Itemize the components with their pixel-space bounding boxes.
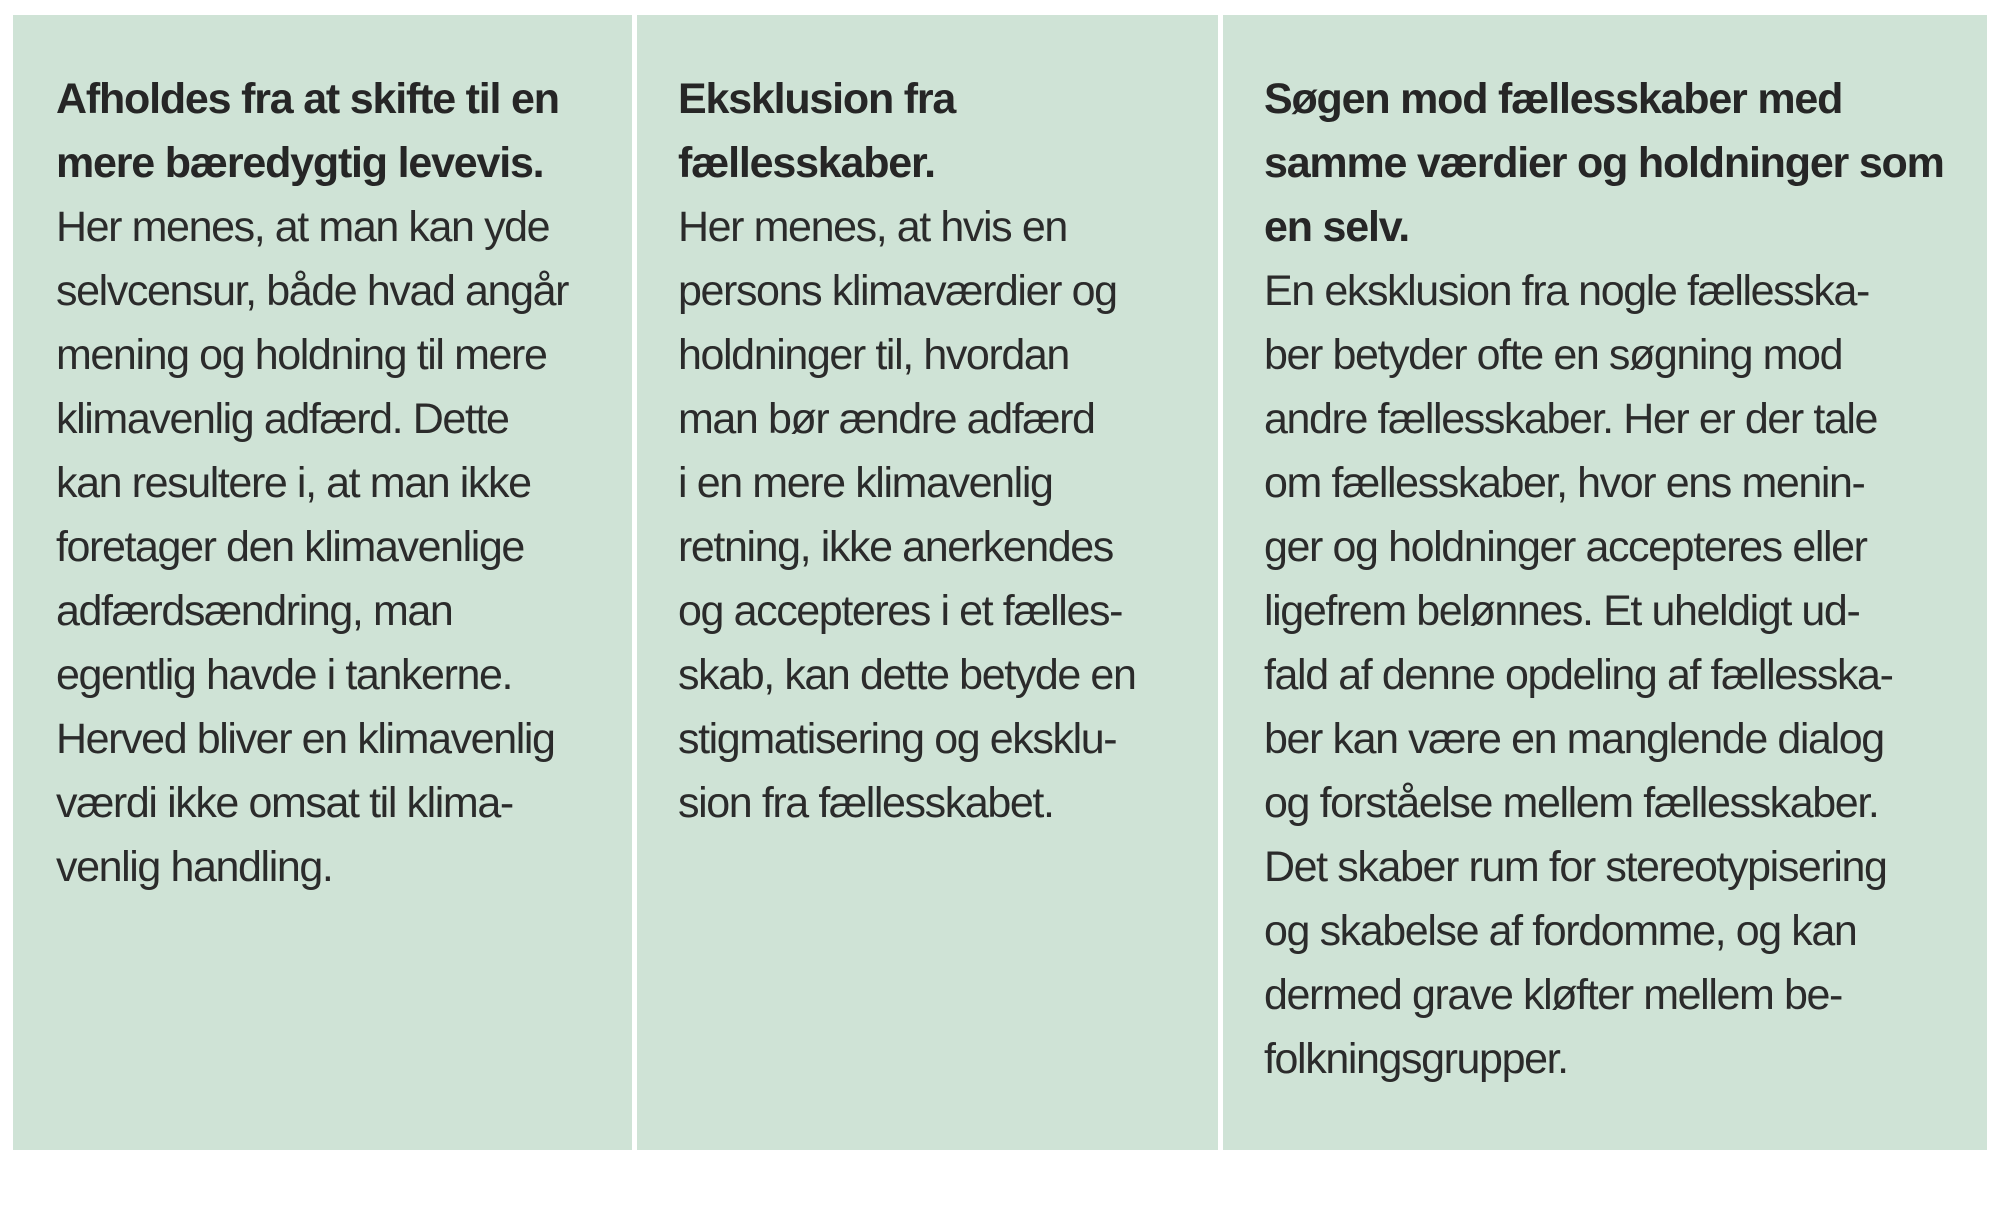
body-line: holdninger til, hvordan [678, 331, 1069, 379]
title-line: mere bæredygtig levevis. [56, 139, 544, 187]
body-line: En eksklusion fra nogle fællesska- [1264, 267, 1869, 315]
column-title [678, 67, 1198, 195]
body-line: i en mere klimavenlig [678, 459, 1053, 507]
column-title [56, 67, 612, 195]
column-seeking-communities [1223, 15, 1987, 1150]
body-line: klimavenlig adfærd. Dette [56, 395, 509, 443]
body-line: venlig handling. [56, 843, 333, 891]
body-line: andre fællesskaber. Her er der tale [1264, 395, 1878, 443]
body-line: og accepteres i et fælles- [678, 587, 1122, 635]
body-line: ligefrem belønnes. Et uheldigt ud- [1264, 587, 1860, 635]
body-line: og skabelse af fordomme, og kan [1264, 907, 1857, 955]
body-line: om fællesskaber, hvor ens menin- [1264, 459, 1865, 507]
body-line: folkningsgrupper. [1264, 1035, 1568, 1083]
column-body [1264, 259, 1967, 1091]
column-title [1264, 67, 1967, 259]
body-line: sion fra fællesskabet. [678, 779, 1054, 827]
body-line: adfærdsændring, man [56, 587, 453, 635]
body-line: egentlig havde i tankerne. [56, 651, 513, 699]
body-line: Her menes, at man kan yde [56, 203, 550, 251]
column-body [678, 195, 1198, 835]
column-body [56, 195, 612, 899]
body-line: skab, kan dette betyde en [678, 651, 1136, 699]
body-line: værdi ikke omsat til klima- [56, 779, 513, 827]
body-line: foretager den klimavenlige [56, 523, 524, 571]
body-line: fald af denne opdeling af fællesska- [1264, 651, 1893, 699]
title-line: Søgen mod fællesskaber med [1264, 75, 1843, 123]
column-abstain [13, 15, 632, 1150]
column-exclusion [637, 15, 1218, 1150]
title-line: en selv. [1264, 203, 1409, 251]
body-line: man bør ændre adfærd [678, 395, 1095, 443]
body-line: mening og holdning til mere [56, 331, 547, 379]
body-line: retning, ikke anerkendes [678, 523, 1113, 571]
title-line: fællesskaber. [678, 139, 935, 187]
title-line: Afholdes fra at skifte til en [56, 75, 559, 123]
three-column-info-panel [13, 15, 1990, 1150]
body-line: Det skaber rum for stereotypisering [1264, 843, 1887, 891]
body-line: selvcensur, både hvad angår [56, 267, 569, 315]
body-line: stigmatisering og eksklu- [678, 715, 1117, 763]
body-line: persons klimaværdier og [678, 267, 1117, 315]
title-line: Eksklusion fra [678, 75, 956, 123]
body-line: ger og holdninger accepteres eller [1264, 523, 1867, 571]
body-line: kan resultere i, at man ikke [56, 459, 531, 507]
body-line: Herved bliver en klimavenlig [56, 715, 555, 763]
body-line: Her menes, at hvis en [678, 203, 1067, 251]
title-line: samme værdier og holdninger som [1264, 139, 1944, 187]
body-line: og forståelse mellem fællesskaber. [1264, 779, 1879, 827]
body-line: dermed grave kløfter mellem be- [1264, 971, 1842, 1019]
body-line: ber betyder ofte en søgning mod [1264, 331, 1843, 379]
body-line: ber kan være en manglende dialog [1264, 715, 1884, 763]
